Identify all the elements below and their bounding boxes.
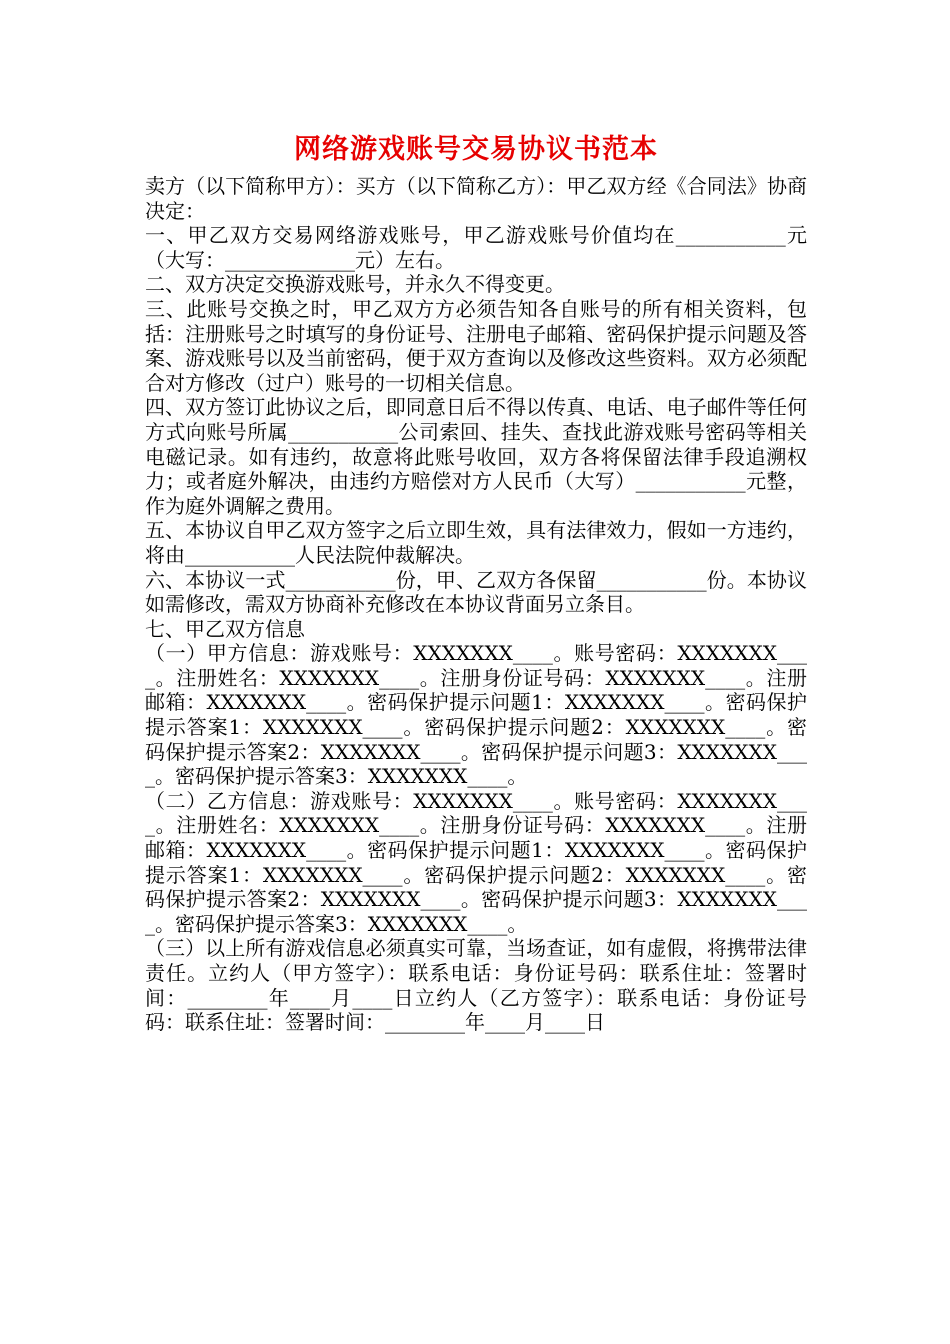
document-body [145,174,807,1035]
clause-4-no-recovery: 四、双方签订此协议之后，即同意日后不得以传真、电话、电子邮件等任何方式向账号所属___________公司索回、挂失、查找此游戏账号密码等相关电磁记录。如有违约，故意将此账号收回，双方各将保留法律手段追溯权力；或者庭外解决，由违约方赔偿对方人民币（大写）___________元整，作为庭外调解之费用。 [145,395,807,518]
party-a-information: （一）甲方信息：游戏账号：XXXXXXX____。账号密码：XXXXXXX____。注册姓名：XXXXXXX____。注册身份证号码：XXXXXXX____。注册邮箱：XXXXXXX____。密码保护提示问题1：XXXXXXX____。密码保护提示答案1：XXXXXXX____。密码保护提示问题2：XXXXXXX____。密码保护提示答案2：XXXXXXX____。密码保护提示问题3：XXXXXXX____。密码保护提示答案3：XXXXXXX____。 [145,641,807,789]
clause-7-heading: 七、甲乙双方信息 [145,616,305,641]
party-b-information: （二）乙方信息：游戏账号：XXXXXXX____。账号密码：XXXXXXX____。注册姓名：XXXXXXX____。注册身份证号码：XXXXXXX____。注册邮箱：XXXXXXX____。密码保护提示问题1：XXXXXXX____。密码保护提示答案1：XXXXXXX____。密码保护提示问题2：XXXXXXX____。密码保护提示答案2：XXXXXXX____。密码保护提示问题3：XXXXXXX____。密码保护提示答案3：XXXXXXX____。 [145,788,807,936]
clause-1-account-value: 一、甲乙双方交易网络游戏账号，甲乙游戏账号价值均在___________元（大写：_____________元）左右。 [145,223,807,272]
paragraph-parties: 卖方（以下简称甲方）：买方（以下简称乙方）：甲乙双方经《合同法》协商决定： [145,174,807,223]
clause-2-exchange: 二、双方决定交换游戏账号，并永久不得变更。 [145,272,565,297]
clause-3-information-disclosure: 三、此账号交换之时，甲乙双方方必须告知各自账号的所有相关资料，包括：注册账号之时填写的身份证号、注册电子邮箱、密码保护提示问题及答案、游戏账号以及当前密码，便于双方查询以及修改这些资料。双方必须配合对方修改（过户）账号的一切相关信息。 [145,296,807,395]
clause-6-copies: 六、本协议一式___________份，甲、乙双方各保留___________份。本协议如需修改，需双方协商补充修改在本协议背面另立条目。 [145,567,807,617]
clause-5-effectiveness: 五、本协议自甲乙双方签字之后立即生效，具有法律效力，假如一方违约，将由___________人民法院仲裁解决。 [145,518,807,567]
document-page [145,128,807,1035]
signature-section: （三）以上所有游戏信息必须真实可靠，当场查证，如有虚假，将携带法律责任。立约人（甲方签字）：联系电话：身份证号码：联系住址：签署时间：________年____月____日立约人（乙方签字）：联系电话：身份证号码：联系住址：签署时间：________年____月____日 [145,936,807,1035]
document-title: 网络游戏账号交易协议书范本 [294,134,658,165]
